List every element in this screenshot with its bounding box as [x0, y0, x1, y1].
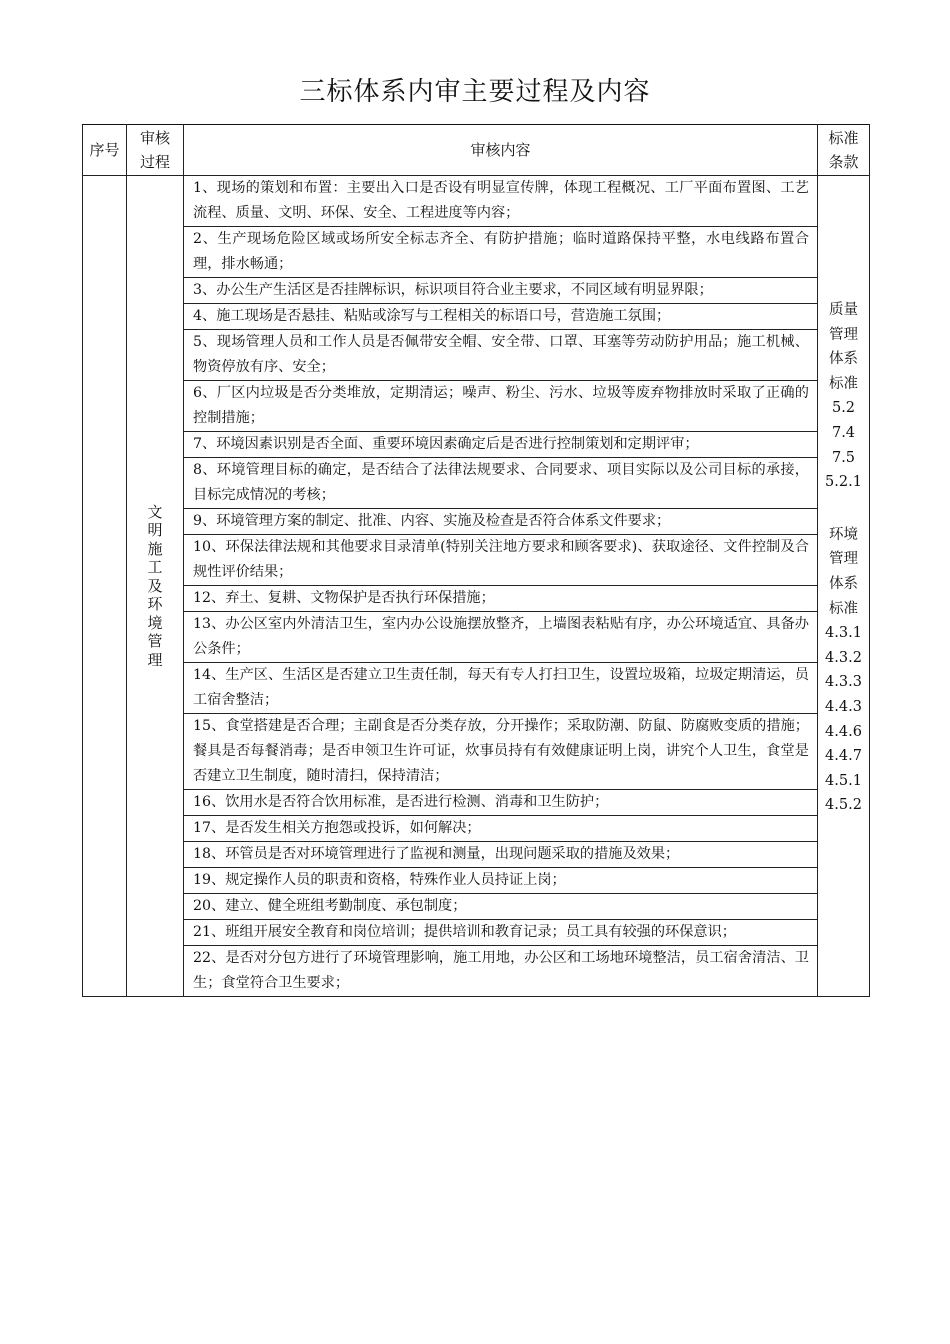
audit-table: [82, 124, 870, 997]
standard-clause: 4.5.1: [825, 772, 862, 789]
page-title: 三标体系内审主要过程及内容: [299, 77, 651, 107]
audit-item: [184, 432, 818, 458]
table-row: [83, 586, 870, 612]
table-row: [83, 790, 870, 816]
standard-clause: 4.3.2: [825, 649, 862, 666]
audit-item-text: 2、生产现场危险区域或场所安全标志齐全、有防护措施；临时道路保持平整，水电线路布置合理，排水畅通；: [193, 231, 809, 272]
audit-item: [184, 509, 818, 535]
audit-item-text: 16、饮用水是否符合饮用标准，是否进行检测、消毒和卫生防护；: [193, 794, 609, 810]
audit-item: [184, 946, 818, 997]
table-row: [83, 278, 870, 304]
table-row: [83, 894, 870, 920]
standard-clause: 5.2: [831, 400, 856, 417]
audit-item-text: 9、环境管理方案的制定、批准、内容、实施及检查是否符合体系文件要求；: [193, 513, 671, 529]
audit-item: [184, 612, 818, 663]
standard-clause: 4.4.3: [825, 698, 862, 715]
audit-item-text: 4、施工现场是否悬挂、粘贴或涂写与工程相关的标语口号，营造施工氛围；: [193, 308, 671, 324]
audit-item-text: 17、是否发生相关方抱怨或投诉，如何解决；: [193, 820, 481, 836]
audit-item: [184, 816, 818, 842]
standard-clause: 质量: [829, 302, 858, 318]
table-row: [83, 227, 870, 278]
audit-item-text: 19、规定操作人员的职责和资格，特殊作业人员持证上岗；: [193, 872, 566, 888]
audit-item: [184, 227, 818, 278]
standard-clause: 4.4.7: [825, 748, 862, 765]
audit-item-text: 1、现场的策划和布置：主要出入口是否设有明显宣传牌，体现工程概况、工厂平面布置图、工艺流程、质量、文明、环保、安全、工程进度等内容；: [193, 180, 809, 221]
audit-item-text: 5、现场管理人员和工作人员是否佩带安全帽、安全带、口罩、耳塞等劳动防护用品；施工机械、物资停放有序、安全；: [193, 334, 809, 375]
table-row: [83, 663, 870, 714]
audit-item-text: 6、厂区内垃圾是否分类堆放，定期清运；噪声、粉尘、污水、垃圾等废弃物排放时采取了正确的控制措施；: [193, 385, 809, 426]
table-row: [83, 509, 870, 535]
audit-item-text: 3、办公生产生活区是否挂牌标识，标识项目符合业主要求，不同区域有明显界限；: [193, 282, 713, 298]
table-row: [83, 381, 870, 432]
audit-item: [184, 894, 818, 920]
standard-clause: 管理: [829, 551, 858, 568]
audit-item-text: 10、环保法律法规和其他要求目录清单(特别关注地方要求和顾客要求)、获取途径、文件控制及合规性评价结果；: [193, 539, 809, 580]
standard-clause: 7.5: [831, 449, 856, 466]
header-row: [83, 125, 870, 176]
audit-item: [184, 586, 818, 612]
audit-item-text: 21、班组开展安全教育和岗位培训；提供培训和教育记录；员工具有较强的环保意识；: [193, 924, 736, 940]
audit-item: [184, 920, 818, 946]
audit-item: [184, 381, 818, 432]
process-cell: [127, 176, 184, 997]
standard-clause: 5.2.1: [825, 474, 862, 491]
header-standard: 标准条款: [818, 125, 870, 176]
table-row: [83, 920, 870, 946]
standard-clause: 4.3.3: [825, 674, 862, 691]
quality-standard-clauses: [818, 298, 869, 495]
audit-item-text: 13、办公区室内外清洁卫生，室内办公设施摆放整齐，上墙图表粘贴有序，办公环境适宜、具备办公条件；: [193, 616, 809, 657]
audit-item: [184, 842, 818, 868]
audit-item: [184, 714, 818, 790]
header-process: 审核过程: [127, 125, 184, 176]
standard-clauses-cell: [818, 176, 870, 997]
audit-item-text: 15、食堂搭建是否合理；主副食是否分类存放，分开操作；采取防潮、防鼠、防腐败变质的措施；餐具是否每餐消毒；是否申领卫生许可证，炊事员持有有效健康证明上岗，讲究个人卫生，食堂是否建立卫生制度，随时清扫，保持清洁；: [193, 718, 809, 784]
audit-item-text: 14、生产区、生活区是否建立卫生责任制，每天有专人打扫卫生，设置垃圾箱，垃圾定期清运，员工宿舍整洁；: [193, 667, 809, 708]
table-row: [83, 946, 870, 997]
standard-clause: 4.5.2: [825, 797, 862, 814]
serial-number-cell: [83, 176, 127, 997]
audit-item: [184, 458, 818, 509]
header-content: 审核内容: [184, 125, 818, 176]
standard-clause: 标准: [829, 600, 858, 617]
table-row: [83, 304, 870, 330]
audit-item-text: 8、环境管理目标的确定，是否结合了法律法规要求、合同要求、项目实际以及公司目标的承接，目标完成情况的考核；: [193, 462, 809, 503]
audit-item-text: 12、弃土、复耕、文物保护是否执行环保措施；: [193, 590, 495, 606]
audit-item: [184, 304, 818, 330]
audit-item: [184, 278, 818, 304]
table-row: [83, 816, 870, 842]
audit-item-text: 18、环管员是否对环境管理进行了监视和测量，出现问题采取的措施及效果；: [193, 846, 680, 862]
standard-clause: 标准: [829, 375, 858, 392]
header-no: 序号: [83, 125, 127, 176]
table-row: [83, 432, 870, 458]
environment-standard-clauses: [818, 523, 869, 818]
standard-clause: 7.4: [831, 424, 856, 441]
audit-item: [184, 663, 818, 714]
table-row: [83, 458, 870, 509]
audit-item: [184, 868, 818, 894]
table-row: [83, 176, 870, 227]
table-row: [83, 612, 870, 663]
table-row: [83, 714, 870, 790]
standard-clause: 管理: [829, 326, 858, 343]
audit-item: [184, 176, 818, 227]
standard-clause: 4.4.6: [825, 723, 862, 740]
table-row: [83, 330, 870, 381]
audit-item-text: 7、环境因素识别是否全面、重要环境因素确定后是否进行控制策划和定期评审；: [193, 436, 699, 452]
table-row: [83, 868, 870, 894]
table-row: [83, 535, 870, 586]
audit-item: [184, 535, 818, 586]
audit-item-text: 22、是否对分包方进行了环境管理影响，施工用地，办公区和工场地环境整洁，员工宿舍清洁、卫生；食堂符合卫生要求；: [193, 950, 809, 991]
audit-item: [184, 330, 818, 381]
table-row: [83, 842, 870, 868]
audit-item: [184, 790, 818, 816]
standard-clause: 体系: [829, 575, 858, 592]
standard-clause: 体系: [829, 351, 858, 368]
standard-clause: 4.3.1: [825, 625, 862, 642]
process-name: 文明施工及环境管理: [147, 502, 163, 669]
standard-clause: 环境: [829, 526, 858, 543]
audit-item-text: 20、建立、健全班组考勤制度、承包制度；: [193, 898, 467, 914]
